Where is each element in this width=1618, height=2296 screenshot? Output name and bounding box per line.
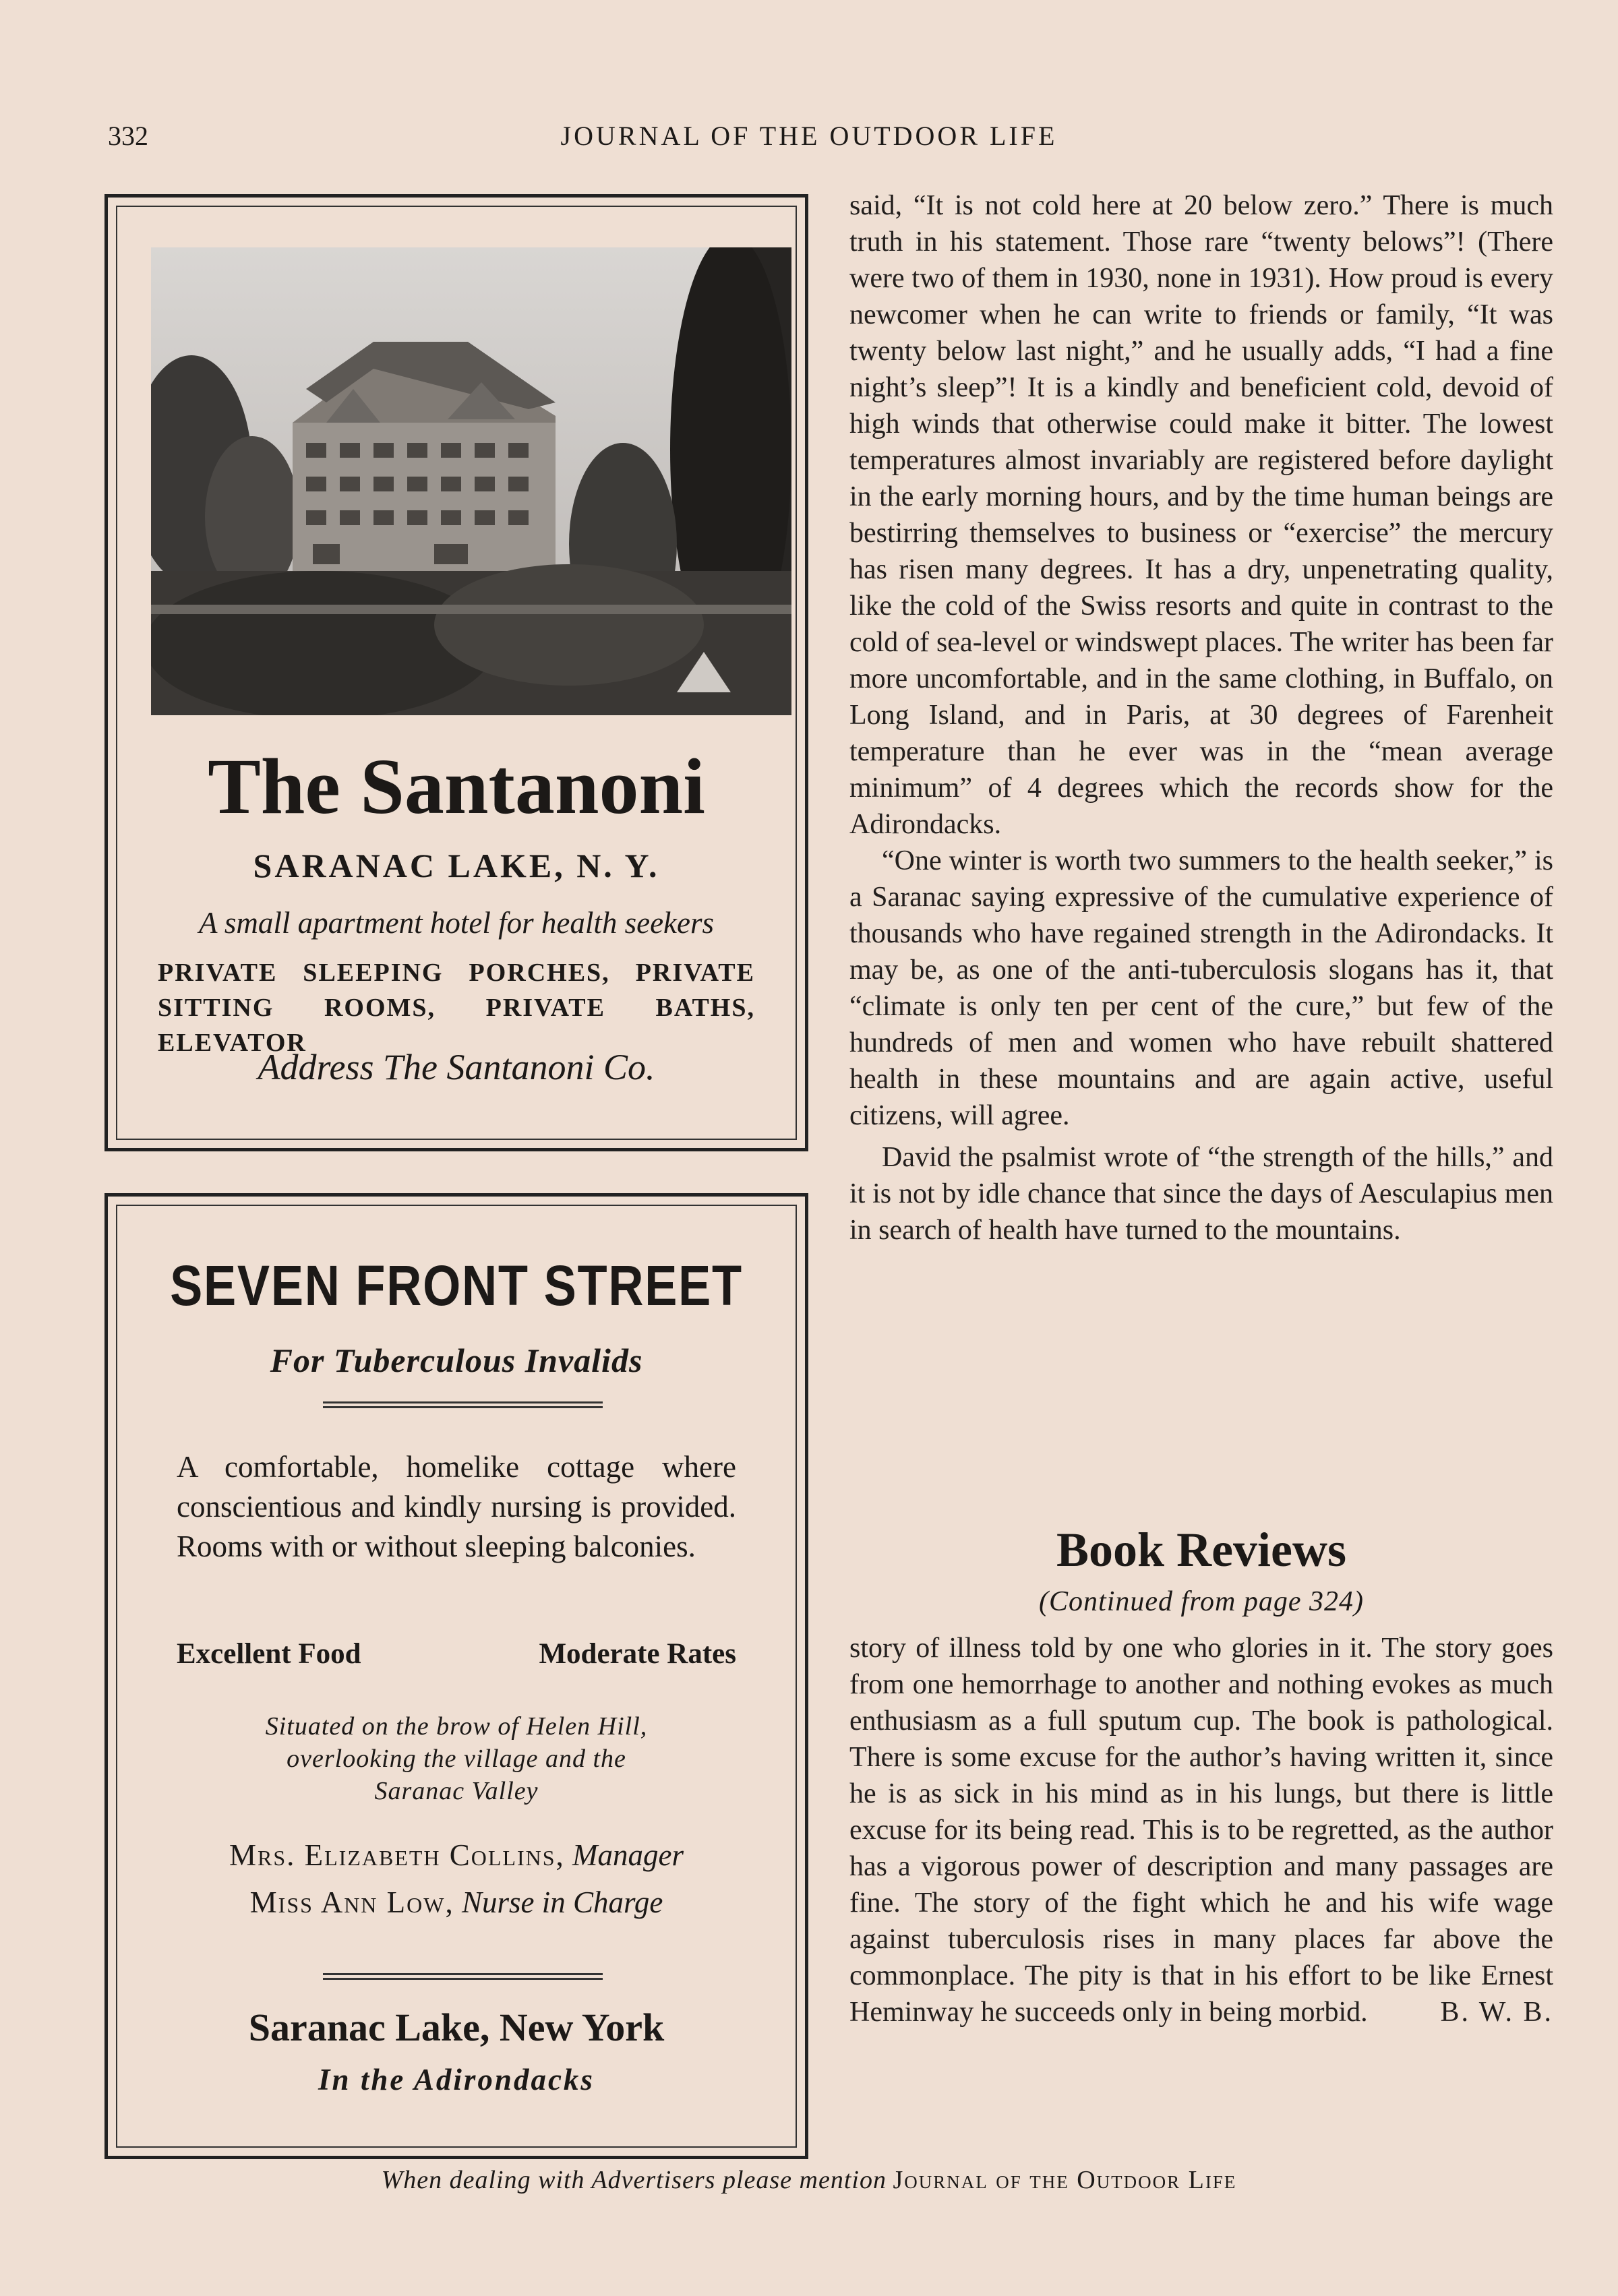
- sfs-subtitle: For Tuberculous Invalids: [270, 1341, 643, 1379]
- santanoni-address: Address The Santanoni Co.: [258, 1047, 655, 1087]
- book-reviews-heading: Book Reviews: [1056, 1523, 1346, 1577]
- running-head: JOURNAL OF THE OUTDOOR LIFE: [560, 121, 1058, 151]
- review-body: story of illness told by one who glories in it. The story goes from one hemorrhage to another and nothing evokes as much enthusiasm as a full sputum cup. The book is pathological. There is some excuse for the author’s having written it, since he is as sick in his mind as in his lungs, but there is little excuse for its being read. This is to be regretted, as the author has a vigorous power of description and many passages are fine. The story of the fight which he and his wife wage against tuberculosis rises in many places far above the commonplace. The pity is that in his effort to be like Ernest Heminway he succeeds only in being morbid.: [849, 1633, 1553, 2028]
- double-rule: [323, 1401, 603, 1408]
- book-review-text: [849, 1630, 1553, 2030]
- seven-front-street-ad: [104, 1193, 808, 2159]
- manager-name: Mrs. Elizabeth Collins,: [229, 1838, 565, 1872]
- santanoni-ad: [104, 194, 808, 1151]
- book-review-paragraph: [849, 1630, 1553, 2030]
- santanoni-ad-frame: [116, 206, 797, 1140]
- article-text: [849, 187, 1553, 1248]
- sfs-situation-line: overlooking the village and the: [287, 1745, 626, 1773]
- nurse-name: Miss Ann Low,: [249, 1885, 454, 1919]
- footer: [0, 2165, 1618, 2195]
- sfs-title: SEVEN FRONT STREET: [170, 1254, 743, 1317]
- sfs-region: In the Adirondacks: [318, 2063, 595, 2096]
- hotel-photo: [151, 247, 791, 715]
- santanoni-tagline: A small apartment hotel for health seekers: [198, 906, 715, 940]
- article-paragraph: said, “It is not cold here at 20 below zero.” There is much truth in his statement. Those rare “twenty belows”! (There were two of them in 1930, none in 1931). How proud is every newcomer when he can write to friends or family, “It was twenty below last night,” and he usually adds, “I had a fine night’s sleep”! It is a kindly and beneficient cold, devoid of high winds that otherwise could make it bitter. The lowest temperatures almost invariably are registered before daylight in the early morning hours, and by the time human beings are bestirring themselves to business or “exercise” the mercury has risen many degrees. It has a dry, unpenetrating quality, like the cold of the Swiss resorts and quite in contrast to the cold of sea-level or windswept places. The writer has been far more uncomfortable, and in the same clothing, in Buffalo, on Long Island, and in Paris, at 30 degrees of Farenheit temperature than he ever was in the “mean average minimum” of 4 degrees which the records show for the Adirondacks.: [849, 190, 1553, 840]
- sfs-situation: [117, 1710, 796, 1807]
- continued-note: (Continued from page 324): [1039, 1586, 1364, 1617]
- sfs-nurse: [117, 1879, 796, 1926]
- manager-role: Manager: [572, 1838, 684, 1872]
- nurse-role: Nurse in Charge: [461, 1885, 663, 1919]
- seven-front-street-ad-frame: [116, 1205, 797, 2148]
- footer-journal: Journal of the Outdoor Life: [893, 2166, 1237, 2194]
- sfs-situation-line: Situated on the brow of Helen Hill,: [265, 1712, 648, 1741]
- sfs-description: A comfortable, homelike cottage where conscientious and kindly nursing is provided. Rooms with or without sleeping balconies.: [177, 1450, 736, 1563]
- page-number: 332: [108, 121, 148, 151]
- review-signature: B. W. B.: [1440, 1997, 1553, 2028]
- sfs-situation-line: Saranac Valley: [374, 1777, 539, 1805]
- sfs-manager: [117, 1832, 796, 1879]
- santanoni-location: SARANAC LAKE, N. Y.: [253, 847, 660, 884]
- sfs-staff: [117, 1832, 796, 1926]
- sfs-rates: Moderate Rates: [539, 1638, 736, 1670]
- sfs-food: Excellent Food: [177, 1638, 361, 1670]
- sfs-city: Saranac Lake, New York: [248, 2005, 665, 2049]
- santanoni-title: The Santanoni: [208, 742, 705, 830]
- santanoni-features: PRIVATE SLEEPING PORCHES, PRIVATE SITTING ROOMS, PRIVATE BATHS, ELEVATOR: [158, 959, 755, 1057]
- article-paragraph: “One winter is worth two summers to the health seeker,” is a Saranac saying expressive of the cumulative experience of thousands who have regained strength in the Adirondacks. It may be, as one of the anti-tuberculosis slogans has it, that “climate is only ten per cent of the cure,” but few of the hundreds of men and women who have rebuilt shattered health in these mountains and are again active, useful citizens, will agree.: [849, 845, 1553, 1131]
- article-paragraph: David the psalmist wrote of “the strength of the hills,” and it is not by idle chance that since the days of Aesculapius men in search of health have turned to the mountains.: [849, 1142, 1553, 1246]
- double-rule: [323, 1973, 603, 1980]
- footer-lead: When dealing with Advertisers please mention: [381, 2166, 887, 2194]
